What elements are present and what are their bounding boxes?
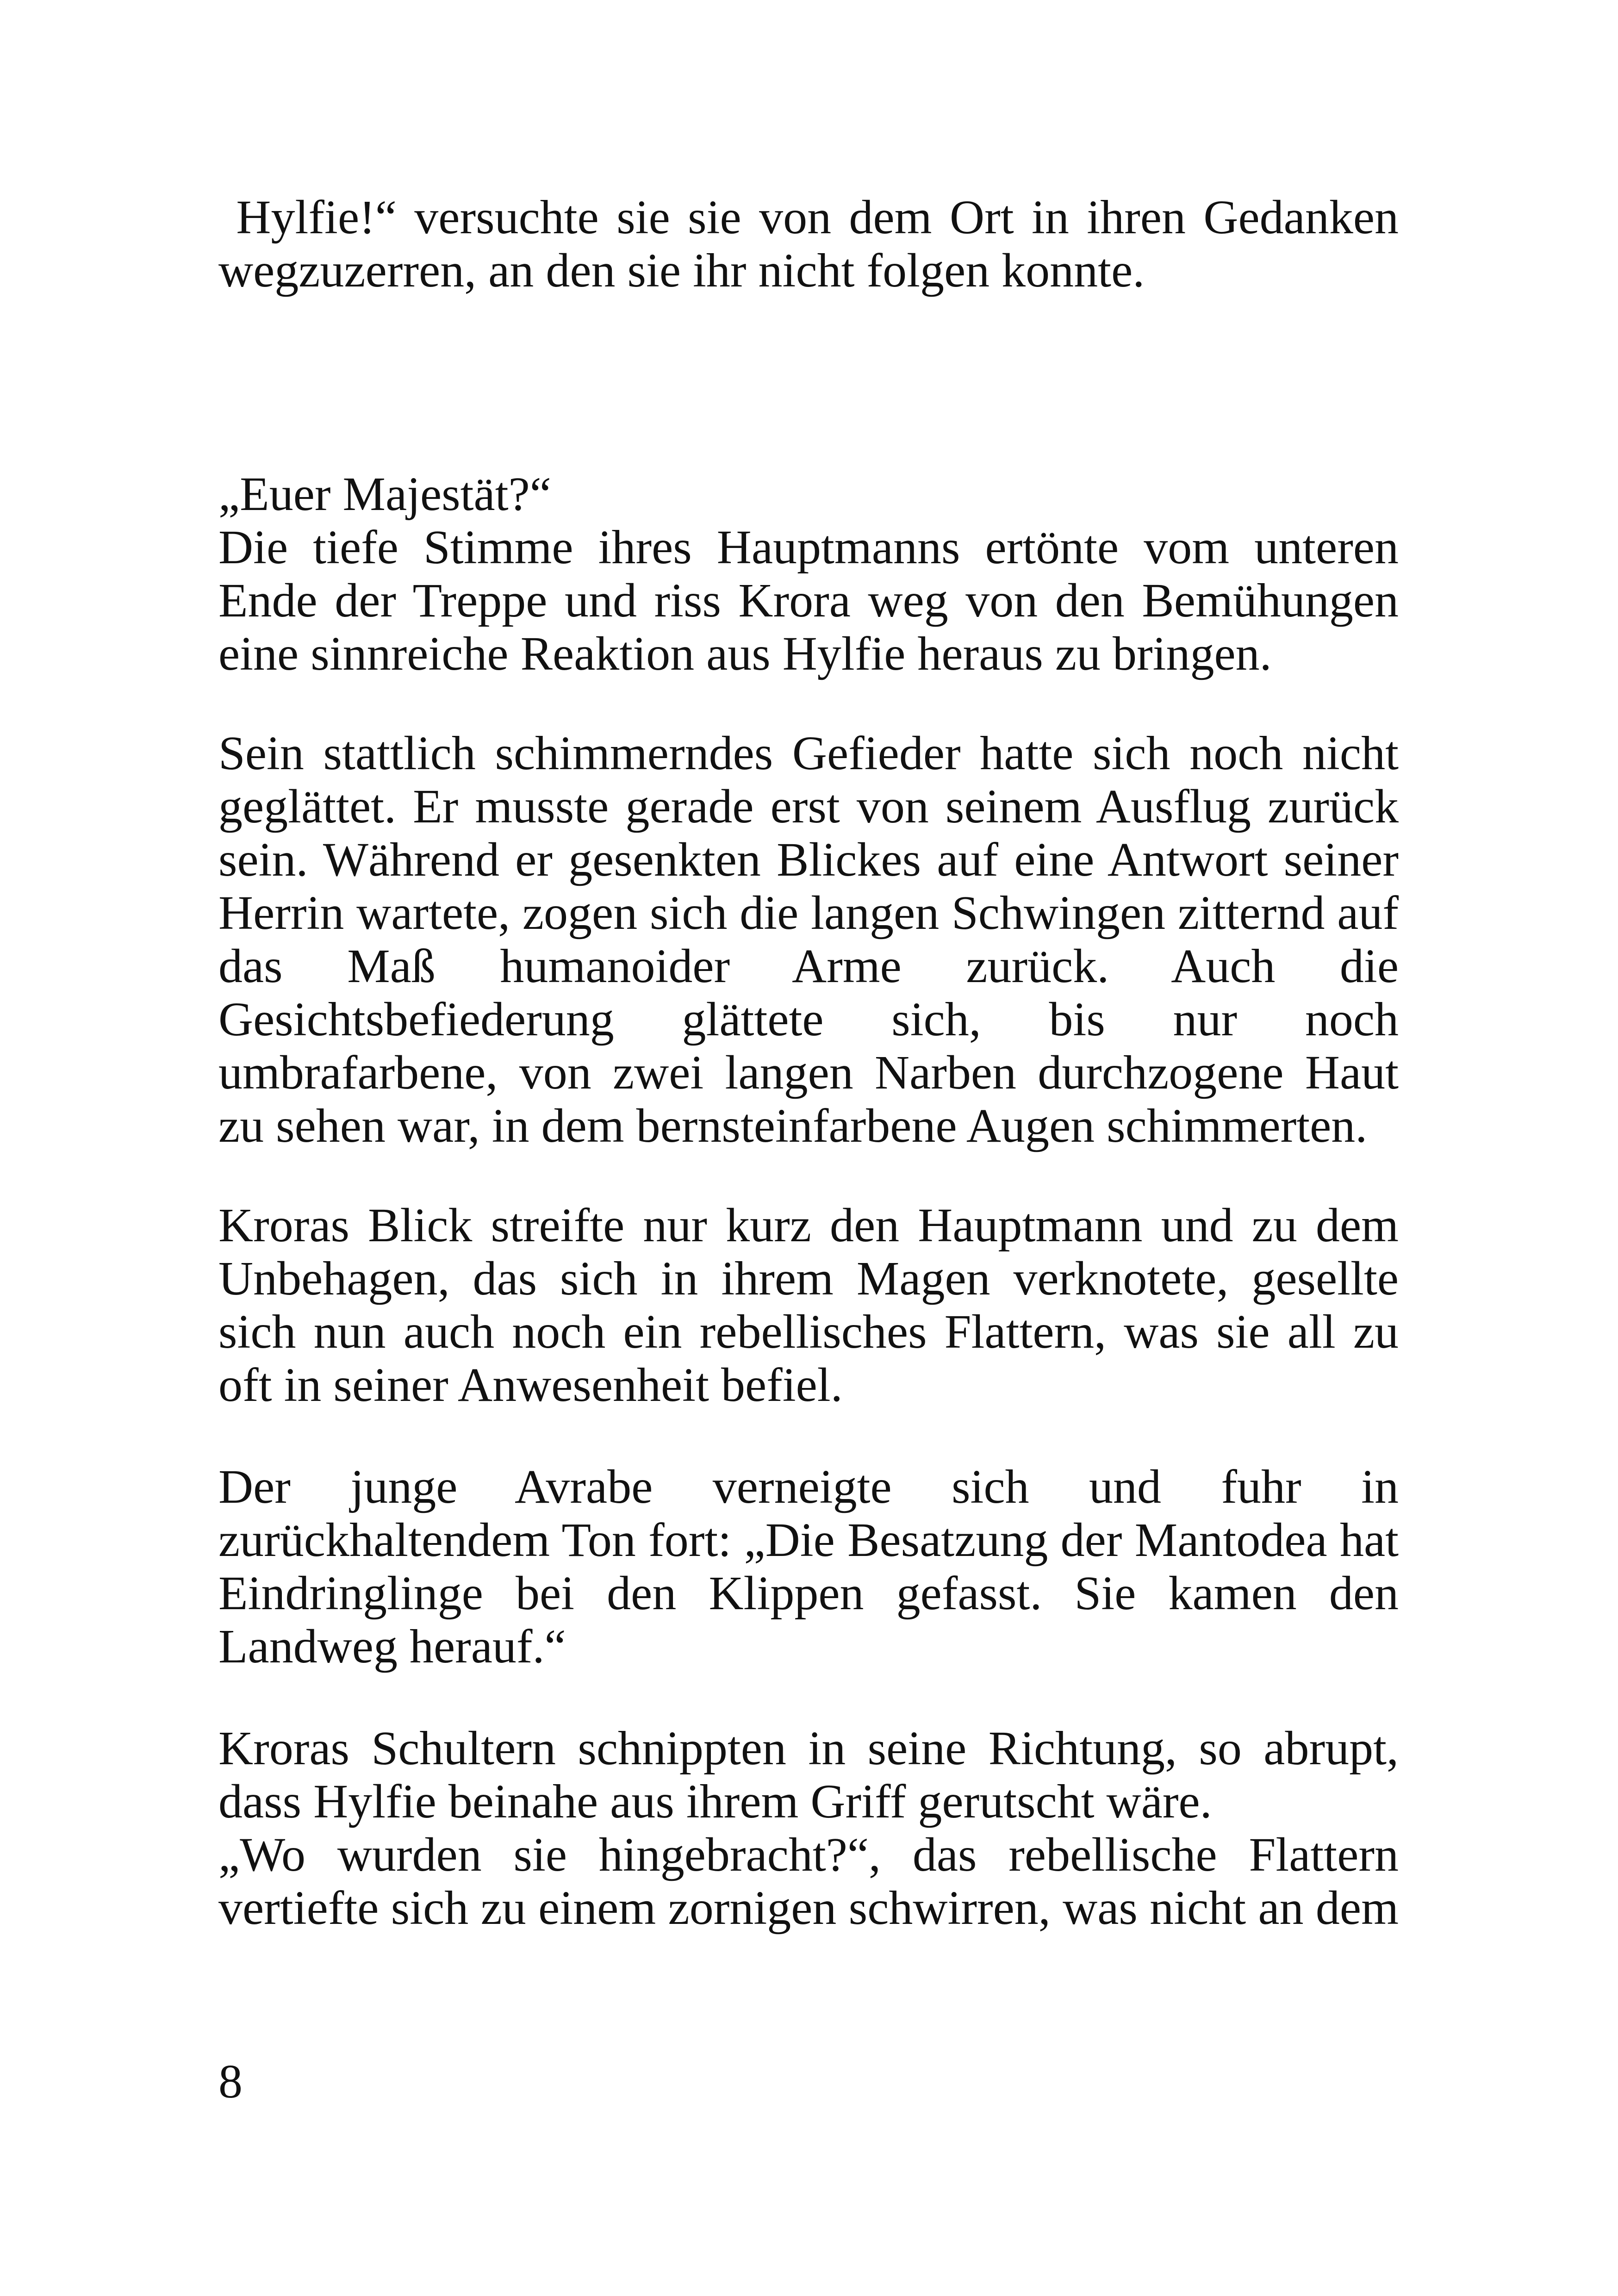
paragraph-hylfie-call: Hylfie!“ versuchte sie sie von dem Ort in ihren Gedanken wegzuzerren, an den sie ihr nicht folgen konnte. xyxy=(218,191,1399,297)
paragraph-majesty-greeting: „Euer Majestät?“ xyxy=(218,467,551,521)
paragraph-shoulders: Kroras Schultern schnippten in seine Richtung, so abrupt, dass Hylfie beinahe aus ihrem Griff gerutscht wäre. xyxy=(218,1722,1399,1828)
page-number: 8 xyxy=(218,2055,243,2108)
paragraph-plumage: Sein stattlich schimmerndes Gefieder hatte sich noch nicht geglättet. Er musste gerade erst von seinem Ausflug zurück sein. Während er gesenkten Blickes auf eine Antwort seiner Herrin wartete, zogen sich die langen Schwingen zitternd auf das Maß humanoider Arme zurück. Auch die Gesichtsbefiederung glättete sich, bis nur noch umbrafarbene, von zwei langen Narben durchzogene Haut zu sehen war, in dem bernsteinfarbene Augen schimmerten. xyxy=(218,727,1399,1152)
paragraph-krora-glance: Kroras Blick streifte nur kurz den Hauptmann und zu dem Unbehagen, das sich in ihrem Magen verknotete, gesellte sich nun auch noch ein rebellisches Flattern, was sie all zu oft in seiner Anwesenheit befiel. xyxy=(218,1199,1399,1412)
paragraph-captain-voice: Die tiefe Stimme ihres Hauptmanns ertönte vom unteren Ende der Treppe und riss Krora weg von den Bemühungen eine sinnreiche Reaktion aus Hylfie heraus zu bringen. xyxy=(218,521,1399,680)
paragraph-question: „Wo wurden sie hingebracht?“, das rebellische Flattern vertiefte sich zu einem zornigen schwirren, was nicht an dem xyxy=(218,1828,1399,1935)
paragraph-intruders-report: Der junge Avrabe verneigte sich und fuhr in zurückhaltendem Ton fort: „Die Besatzung der Mantodea hat Eindringlinge bei den Klippen gefasst. Sie kamen den Landweg herauf.“ xyxy=(218,1460,1399,1673)
